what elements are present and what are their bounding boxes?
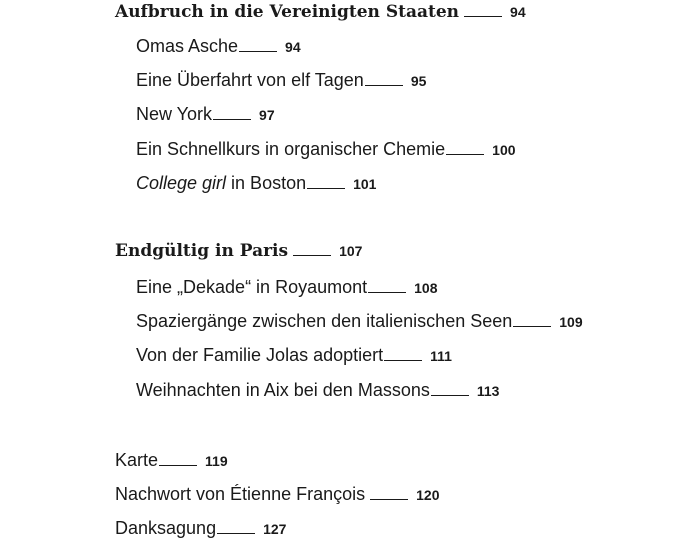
section-title: Aufbruch in die Vereinigten Staaten <box>115 2 460 22</box>
leader-rule <box>368 292 406 293</box>
toc-entry <box>136 105 275 123</box>
toc-entry <box>136 174 376 192</box>
entry-title: Eine „Dekade“ in Royaumont <box>136 277 368 297</box>
page-number: 108 <box>414 280 438 296</box>
section-heading <box>115 4 526 21</box>
toc-entry <box>136 312 583 330</box>
page-number: 109 <box>559 314 583 330</box>
page-number: 101 <box>353 176 377 192</box>
toc-entry <box>136 37 301 55</box>
toc-entry <box>136 381 499 399</box>
entry-title: Weihnachten in Aix bei den Massons <box>136 380 430 400</box>
leader-rule <box>217 533 255 534</box>
leader-rule <box>431 395 469 396</box>
leader-rule <box>307 188 345 189</box>
leader-rule <box>293 255 331 256</box>
leader-rule <box>370 499 408 500</box>
leader-rule <box>513 326 551 327</box>
page-number: 97 <box>259 107 275 123</box>
page-number: 127 <box>263 521 287 537</box>
entry-title: Ein Schnellkurs in organischer Chemie <box>136 139 446 159</box>
leader-rule <box>159 465 197 466</box>
entry-title: Von der Familie Jolas adoptiert <box>136 345 384 365</box>
page-number: 100 <box>492 142 516 158</box>
entry-title: New York <box>136 104 213 124</box>
leader-rule <box>239 51 277 52</box>
leader-rule <box>365 85 403 86</box>
page-number: 119 <box>205 453 228 469</box>
toc-entry <box>136 140 516 158</box>
page-number: 111 <box>430 348 452 364</box>
section-title: Endgültig in Paris <box>115 241 289 261</box>
entry-title: Eine Überfahrt von elf Tagen <box>136 70 364 90</box>
page-number: 113 <box>476 383 500 399</box>
leader-rule <box>464 16 502 17</box>
leader-rule <box>213 119 251 120</box>
entry-title: Omas Asche <box>136 36 239 56</box>
entry-title: Danksagung <box>115 518 217 538</box>
toc-entry <box>115 451 228 469</box>
entry-title: in Boston <box>226 173 307 193</box>
leader-rule <box>446 154 484 155</box>
toc-entry <box>136 278 437 296</box>
page-number: 94 <box>285 39 301 55</box>
toc-entry <box>115 485 439 503</box>
leader-rule <box>384 360 422 361</box>
entry-title: Spaziergänge zwischen den italienischen Seen <box>136 311 513 331</box>
section-heading <box>115 243 362 260</box>
toc-entry <box>136 346 452 364</box>
entry-title: Nachwort von Étienne François <box>115 484 366 504</box>
page-number: 95 <box>410 73 427 89</box>
toc-entry <box>136 71 426 89</box>
entry-title: Karte <box>115 450 159 470</box>
page-number: 94 <box>510 4 526 20</box>
page-number: 107 <box>339 243 363 259</box>
entry-title-italic: College girl <box>136 173 227 193</box>
page-number: 120 <box>416 487 440 503</box>
toc-entry <box>115 519 286 537</box>
